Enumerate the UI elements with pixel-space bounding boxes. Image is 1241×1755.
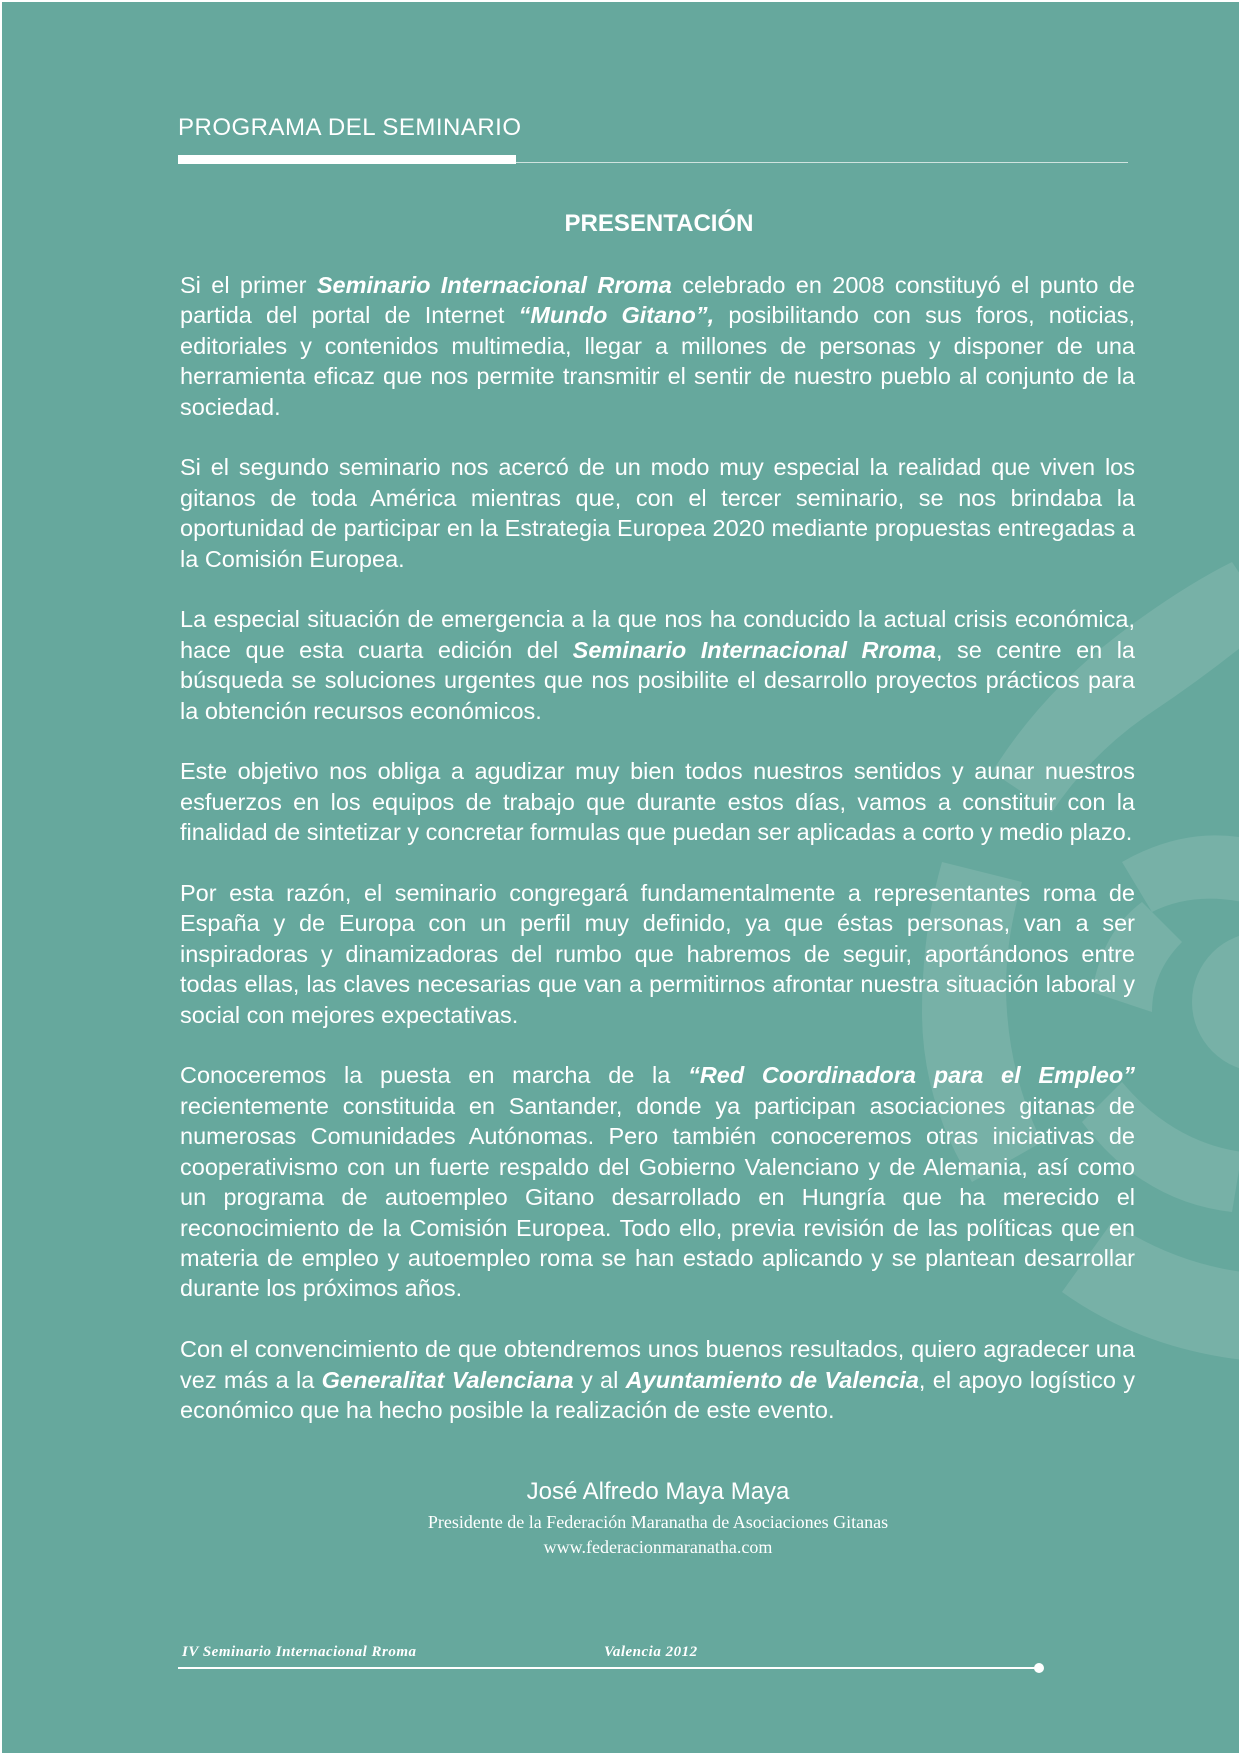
paragraph-text: Con el convencimiento de que obtendremos unos buenos resultados, quiero agradecer una vez más a la: [180, 1336, 1135, 1393]
paragraph-text: Si el segundo seminario nos acercó de un modo muy especial la realidad que viven los gitanos de toda América mientras que, con el tercer seminario, se nos brindaba la oportunidad de participar en la Estrategia Europea 2020 mediante propuestas entregadas a la Comisión Europea.: [180, 454, 1135, 572]
emphasized-text: “Mundo Gitano”,: [518, 302, 715, 329]
paragraph-text: posibilitando con sus foros, noticias, editoriales y contenidos multimedia, llegar a millones de personas y disponer de una herramienta eficaz que nos permite transmitir el sentir de nuestro pueblo al conjunto de la sociedad.: [180, 302, 1135, 420]
paragraph: [180, 1334, 1135, 1425]
emphasized-text: Seminario Internacional Rroma: [572, 636, 936, 663]
paragraph-text: , se centre en la búsqueda se soluciones urgentes que nos posibilite el desarrollo proyectos prácticos para la obtención recursos económicos.: [180, 636, 1135, 724]
paragraph: [180, 604, 1135, 726]
paragraph-text: Por esta razón, el seminario congregará fundamentalmente a representantes roma de España y de Europa con un perfil muy definido, ya que éstas personas, van a ser inspiradoras y dinamizadoras del rumbo que habremos de seguir, aportándonos entre todas ellas, las claves necesarias que van a permitirnos afrontar nuestra situación laboral y social con mejores expectativas.: [180, 880, 1135, 1028]
presentation-body: [180, 270, 1135, 1456]
paragraph-text: Si el primer: [180, 272, 317, 298]
paragraph-text: Conoceremos la puesta en marcha de la: [180, 1062, 689, 1089]
paragraph: [180, 878, 1135, 1030]
paragraph-text: celebrado en 2008 constituyó el punto de partida del portal de Internet: [180, 272, 1135, 329]
page: [2, 2, 1239, 1753]
section-header-title: PROGRAMA DEL SEMINARIO: [178, 114, 522, 141]
header-rule-thin: [516, 162, 1128, 163]
footer-dot-icon: [1034, 1663, 1044, 1673]
footer-seminar-name: IV Seminario Internacional Rroma: [182, 1644, 417, 1660]
emphasized-text: Ayuntamiento de Valencia: [625, 1366, 919, 1393]
footer-location-year: Valencia 2012: [604, 1644, 698, 1660]
paragraph-text: , el apoyo logístico y económico que ha hecho posible la realización de este evento.: [180, 1366, 1135, 1423]
paragraph: [180, 756, 1135, 847]
emphasized-text: Seminario Internacional Rroma: [316, 272, 672, 298]
paragraph-text: La especial situación de emergencia a la que nos ha conducido la actual crisis económica, hace que esta cuarta edición del: [180, 606, 1135, 663]
paragraph-text: recientemente constituida en Santander, donde ya participan asociaciones gitanas de numerosas Comunidades Autónomas. Pero también conoceremos otras iniciativas de cooperativismo con un fuerte respaldo del Gobierno Valenciano y de Alemania, así como un programa de autoempleo Gitano desarrollado en Hungría que ha merecido el reconocimiento de la Comisión Europea. Todo ello, previa revisión de las políticas que en materia de empleo y autoempleo roma se han estado aplicando y se plantean desarrollar durante los próximos años.: [180, 1092, 1135, 1302]
emphasized-text: Generalitat Valenciana: [321, 1366, 574, 1393]
paragraph-text: y al: [573, 1366, 626, 1393]
paragraph-text: Este objetivo nos obliga a agudizar muy bien todos nuestros sentidos y aunar nuestros esfuerzos en los equipos de trabajo que durante estos días, vamos a constituir con la finalidad de sintetizar y concretar formulas que puedan ser aplicadas a corto y medio plazo.: [180, 758, 1135, 846]
presentation-title: PRESENTACIÓN: [564, 210, 754, 237]
paragraph: [180, 1060, 1135, 1303]
emphasized-text: “Red Coordinadora para el Empleo”: [688, 1062, 1136, 1089]
header-rule-thick: [178, 155, 516, 164]
signature-name: José Alfredo Maya Maya: [526, 1478, 790, 1505]
paragraph: [180, 270, 1135, 422]
paragraph: [180, 452, 1135, 574]
signature-website: www.federacionmaranatha.com: [543, 1537, 773, 1557]
signature-role: Presidente de la Federación Maranatha de Asociaciones Gitanas: [427, 1512, 889, 1532]
footer-rule: [178, 1667, 1040, 1669]
